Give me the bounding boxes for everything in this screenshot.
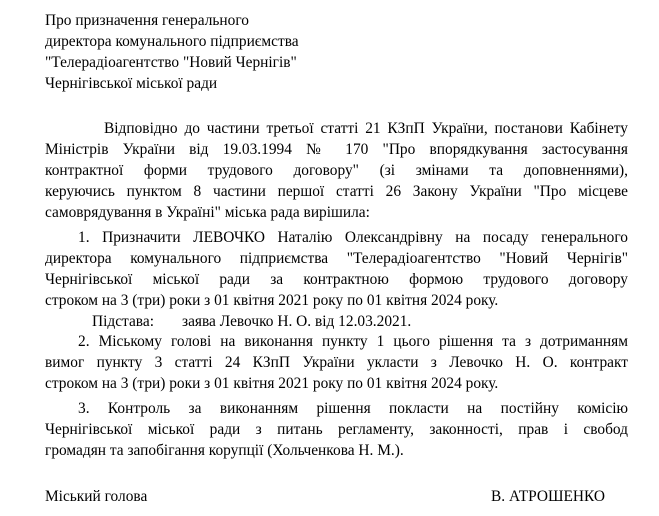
item1-line-2: директора комунального підприємства "Телерадіоагентство "Новий Чернігів" <box>45 250 628 267</box>
item1-line-4: строком на 3 (три) роки з 01 квітня 2021 року по 01 квітня 2024 року. <box>45 292 499 309</box>
signatory-name: В. АТРОШЕНКО <box>491 488 606 505</box>
title-line-3: "Телерадіоагентство "Новий Чернігів" <box>45 54 297 71</box>
preamble-line-5: самоврядування в Україні" міська рада вирішила: <box>45 204 370 221</box>
item2-line-3: строком на 3 (три) роки з 01 квітня 2021 року по 01 квітня 2024 року. <box>45 375 499 392</box>
title-line-4: Чернігівської міської ради <box>45 75 218 92</box>
item3-line-1: 3. Контроль за виконанням рішення покласти на постійну комісію <box>78 400 628 417</box>
title-line-1: Про призначення генерального <box>45 12 249 29</box>
item3-line-3: громадян та запобігання корупції (Хольченкова Н. М.). <box>45 442 404 459</box>
item2-line-2: вимог пункту 3 статті 24 КЗпП України укласти з Левочко Н. О. контракт <box>45 354 628 371</box>
item1-line-3: Чернігівської міської ради за контрактною формою трудового договору <box>45 271 628 288</box>
basis-text: заява Левочко Н. О. від 12.03.2021. <box>182 313 412 330</box>
preamble-line-1: Відповідно до частини третьої статті 21 КЗпП України, постанови Кабінету <box>104 120 628 137</box>
item2-line-1: 2. Міському голові на виконання пункту 1 цього рішення та з дотриманням <box>78 333 628 350</box>
signatory-title: Міський голова <box>45 488 148 505</box>
preamble-line-3: контрактної форми трудового договору" (зі змінами та доповненнями), <box>45 162 628 179</box>
preamble-line-4: керуючись пунктом 8 частини першої статті 26 Закону України "Про місцеве <box>45 183 628 200</box>
preamble-line-2: Міністрів України від 19.03.1994 № 170 "Про впорядкування застосування <box>45 141 628 158</box>
item1-line-1: 1. Призначити ЛЕВОЧКО Наталію Олександрівну на посаду генерального <box>78 229 628 246</box>
title-line-2: директора комунального підприємства <box>45 33 299 50</box>
item3-line-2: Чернігівської міської ради з питань регламенту, законності, прав і свобод <box>45 421 628 438</box>
basis-label: Підстава: <box>92 313 154 330</box>
